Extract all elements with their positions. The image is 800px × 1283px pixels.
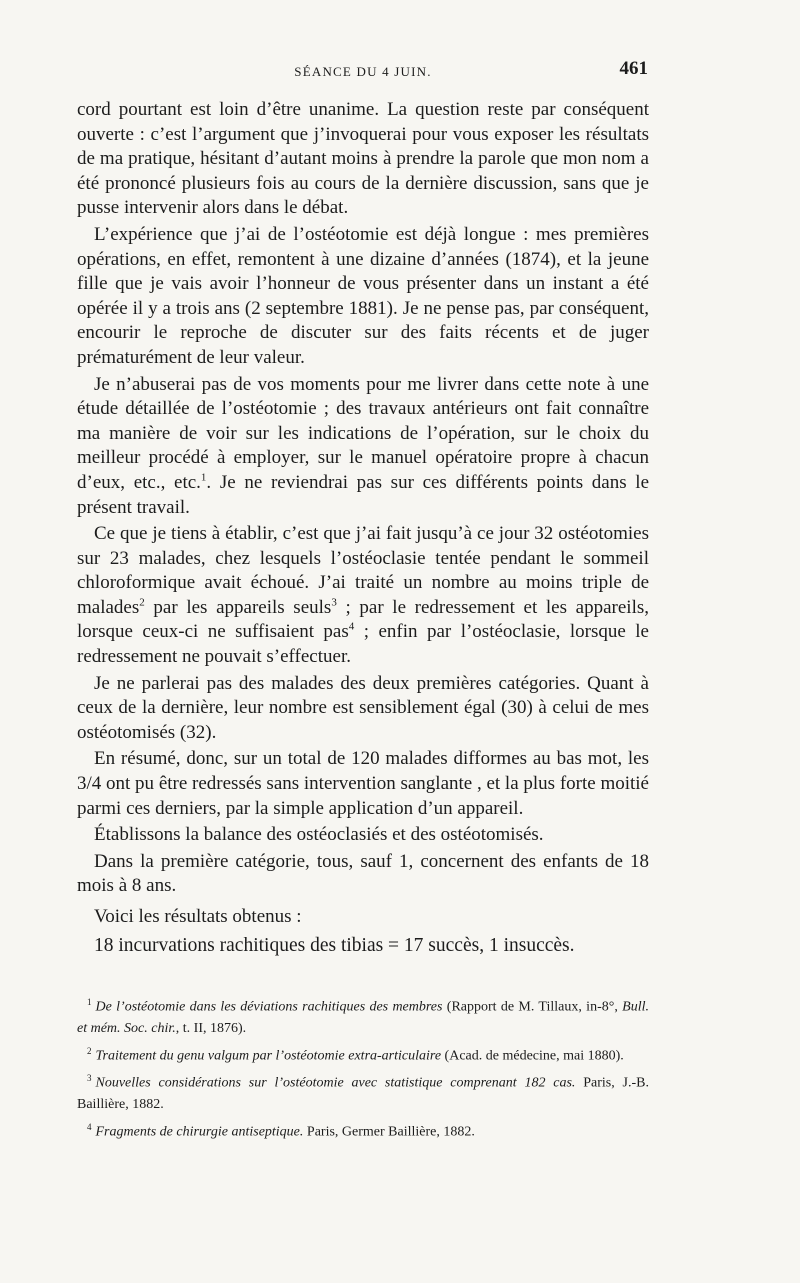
footnote-title: De l’ostéotomie dans les déviations rachitiques des membres — [95, 999, 443, 1015]
footnote-mark: 3 — [87, 1073, 92, 1084]
paragraph-7: Établissons la balance des ostéoclasiés et des ostéotomisés. — [94, 824, 544, 846]
footnote-text: (Rapport de M. Tillaux, in-8°, — [442, 999, 623, 1015]
paragraph-8: Dans la première catégorie, tous, sauf 1, concernent des enfants de 18 mois à 8 ans. — [77, 850, 649, 897]
paragraph-6: En résumé, donc, sur un total de 120 malades difformes au bas mot, les 3/4 ont pu être redressés sans intervention sanglante , et la plus forte moitié parmi ces derniers, par la simple application d’un appareil. — [77, 748, 649, 819]
footnotes — [77, 992, 649, 1144]
paragraph-4 — [77, 522, 649, 670]
footnote-title: Nouvelles considérations sur l’ostéotomie avec statistique comprenant 182 cas. — [95, 1075, 576, 1091]
footnote-text: (Acad. de médecine, mai 1880). — [441, 1048, 624, 1064]
paragraph-1: cord pourtant est loin d’être unanime. La question reste par conséquent ouverte : c’est l’argument que j’invoquerai pour vous exposer les résultats de ma pratique, hésitant d’autant moins à prendre la parole que mon nom a été prononcé plusieurs fois au cours de la dernière discussion, sans que je pusse intervenir alors dans le débat. — [77, 99, 649, 219]
body-text — [77, 98, 649, 960]
footnote-ref-3: 3 — [331, 596, 337, 609]
running-head — [78, 58, 648, 86]
paragraph-5: Je ne parlerai pas des malades des deux premières catégories. Quant à ceux de la dernière, leur nombre est sensiblement égal (30) à celui de mes ostéotomisés (32). — [77, 672, 649, 743]
footnote-title: Traitement du genu valgum par l’ostéotomie extra-articulaire — [95, 1048, 442, 1064]
footnote-ref-1: 1 — [200, 471, 207, 484]
footnote-mark: 1 — [87, 997, 92, 1007]
running-title: SÉANCE DU 4 JUIN. — [294, 64, 432, 79]
footnote-ref-2: 2 — [139, 596, 145, 609]
paragraph-3 — [77, 373, 649, 521]
footnote-journal: Bull. et mém. Soc. chir. — [77, 999, 649, 1037]
footnote-mark: 4 — [87, 1121, 92, 1132]
paragraph-4-text-a: Ce que je tiens à établir, c’est que j’ai fait jusqu’à ce jour 32 ostéotomies sur 23 malades, chez lesquels l’ostéoclasie tentée pendant le sommeil chloroformique avait échoué. J’ai traité un nombre au moins triple de malades — [77, 523, 649, 618]
paragraph-3-text-b: . Je ne reviendrai pas sur ces différents points dans le présent travail. — [77, 471, 649, 518]
footnote-4 — [77, 1117, 649, 1143]
page-number: 461 — [619, 58, 648, 79]
footnote-1 — [77, 992, 649, 1040]
paragraph-3-text-a: Je n’abuserai pas de vos moments pour me livrer dans cette note à une étude détaillée de l’ostéotomie ; des travaux antérieurs ont fait connaître ma manière de voir sur les indications de l’opération, sur le choix du meilleur procédé à employer, sur le manuel opératoire propre à chacun d’eux, etc., etc. — [77, 373, 649, 493]
footnote-title: Fragments de chirurgie antiseptique. — [95, 1124, 304, 1140]
footnote-2 — [77, 1041, 649, 1067]
paragraph-4-text-d: ; enfin par l’ostéoclasie, lorsque le redressement ne pouvait s’effectuer. — [77, 621, 649, 668]
footnote-text: Paris, J.-B. Baillière, 1882. — [77, 1075, 649, 1113]
paragraph-9: Voici les résultats obtenus : — [94, 906, 302, 927]
paragraph-4-text-c: ; par le redressement et les appareils, lorsque ceux-ci ne suffisaient pas — [77, 596, 649, 643]
footnote-3 — [77, 1068, 649, 1116]
paragraph-2: L’expérience que j’ai de l’ostéotomie est déjà longue : mes premières opérations, en effet, remontent à une dizaine d’années (1874), et la jeune fille que je vais avoir l’honneur de vous présenter dans un instant a été opérée il y a trois ans (2 septembre 1881). Je ne pense pas, par conséquent, encourir le reproche de discuter sur des faits récents et de juger prématurément de leur valeur. — [77, 223, 649, 368]
footnote-text-end: , t. II, 1876). — [175, 1021, 247, 1037]
paragraph-4-text-b: par les appareils seuls — [144, 596, 332, 618]
footnote-ref-4: 4 — [348, 621, 355, 634]
footnote-mark: 2 — [87, 1045, 92, 1056]
result-line: 18 incurvations rachitiques des tibias = 17 succès, 1 insuccès. — [94, 934, 575, 956]
footnote-text: Paris, Germer Baillière, 1882. — [303, 1124, 475, 1140]
